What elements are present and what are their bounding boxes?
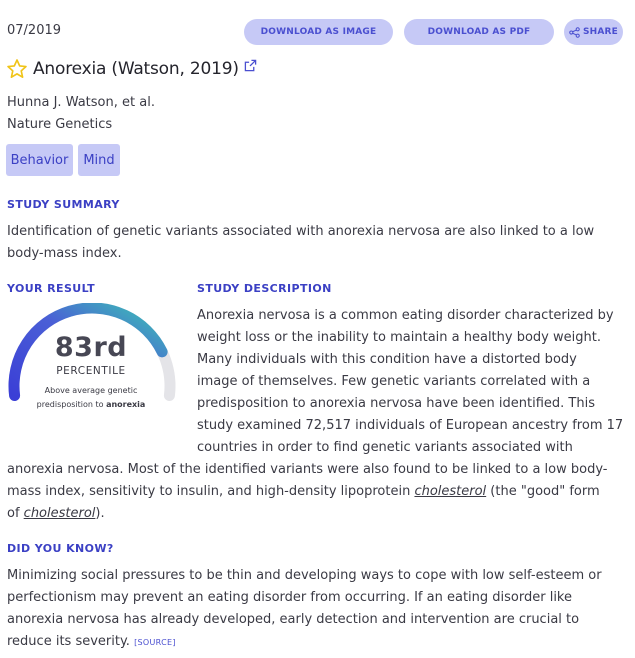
result-note-prefix: predisposition to bbox=[36, 400, 107, 409]
share-label: SHARE bbox=[582, 27, 619, 37]
description-text: (the "good" form bbox=[486, 484, 600, 499]
description-line: Many individuals with this condition have a distorted body bbox=[197, 352, 577, 367]
external-link-icon[interactable] bbox=[244, 59, 257, 72]
study-authors: Hunna J. Watson, et al. bbox=[7, 95, 155, 110]
star-icon[interactable] bbox=[6, 58, 28, 80]
result-note-trait: anorexia bbox=[106, 400, 146, 409]
description-line: anorexia nervosa. Most of the identified variants were also found to be linked to a low body- bbox=[7, 462, 608, 477]
description-line: image of themselves. Few genetic variants correlated with a bbox=[197, 374, 591, 389]
description-line: study examined 72,517 individuals of European ancestry from 17 bbox=[197, 418, 624, 433]
did-you-know-heading: DID YOU KNOW? bbox=[7, 542, 114, 555]
study-description-heading: STUDY DESCRIPTION bbox=[197, 282, 332, 295]
percentile-gauge bbox=[5, 303, 179, 413]
percentile-label: PERCENTILE bbox=[56, 365, 126, 377]
description-text: mass index, sensitivity to insulin, and high-density lipoprotein bbox=[7, 484, 415, 499]
did-you-know-body: Minimizing social pressures to be thin and developing ways to cope with low self-esteem or perfectionism may prevent an eating disorder from occurring. If an eating disorder like anorexia nervosa has already developed, early detection and intervention are crucial to reduce its severity. bbox=[7, 568, 602, 649]
description-line bbox=[7, 481, 627, 503]
description-line: countries in order to find genetic variants associated with bbox=[197, 440, 573, 455]
your-result-heading: YOUR RESULT bbox=[7, 282, 96, 295]
download-image-button[interactable]: DOWNLOAD AS IMAGE bbox=[244, 19, 393, 45]
description-line: Anorexia nervosa is a common eating disorder characterized by bbox=[197, 308, 614, 323]
study-summary-text: Identification of genetic variants associated with anorexia nervosa are also linked to a low body-mass index. bbox=[7, 224, 595, 261]
tag-behavior[interactable]: Behavior bbox=[6, 144, 73, 176]
result-note-line1: Above average genetic bbox=[44, 386, 138, 395]
description-text: of bbox=[7, 506, 24, 521]
percentile-value: 83rd bbox=[54, 332, 128, 363]
share-button[interactable] bbox=[564, 19, 623, 45]
tag-mind[interactable]: Mind bbox=[78, 144, 120, 176]
description-text: ). bbox=[95, 506, 105, 521]
source-link[interactable]: [SOURCE] bbox=[134, 638, 176, 647]
result-note-line2 bbox=[5, 400, 177, 409]
did-you-know-text bbox=[7, 565, 619, 654]
study-description-side bbox=[197, 305, 625, 459]
page-title: Anorexia (Watson, 2019) bbox=[33, 59, 239, 79]
share-icon bbox=[569, 27, 580, 38]
study-date: 07/2019 bbox=[7, 23, 62, 38]
cholesterol-link[interactable]: cholesterol bbox=[23, 506, 96, 521]
description-line bbox=[7, 503, 627, 525]
study-title-row bbox=[6, 58, 257, 80]
study-description-full bbox=[7, 459, 627, 525]
description-line: weight loss or the inability to maintain a healthy body weight. bbox=[197, 330, 601, 345]
description-line: predisposition to anorexia nervosa have been identified. This bbox=[197, 396, 595, 411]
study-summary-heading: STUDY SUMMARY bbox=[7, 198, 120, 211]
download-pdf-button[interactable]: DOWNLOAD AS PDF bbox=[404, 19, 554, 45]
cholesterol-link[interactable]: cholesterol bbox=[414, 484, 487, 499]
study-journal: Nature Genetics bbox=[7, 117, 113, 132]
